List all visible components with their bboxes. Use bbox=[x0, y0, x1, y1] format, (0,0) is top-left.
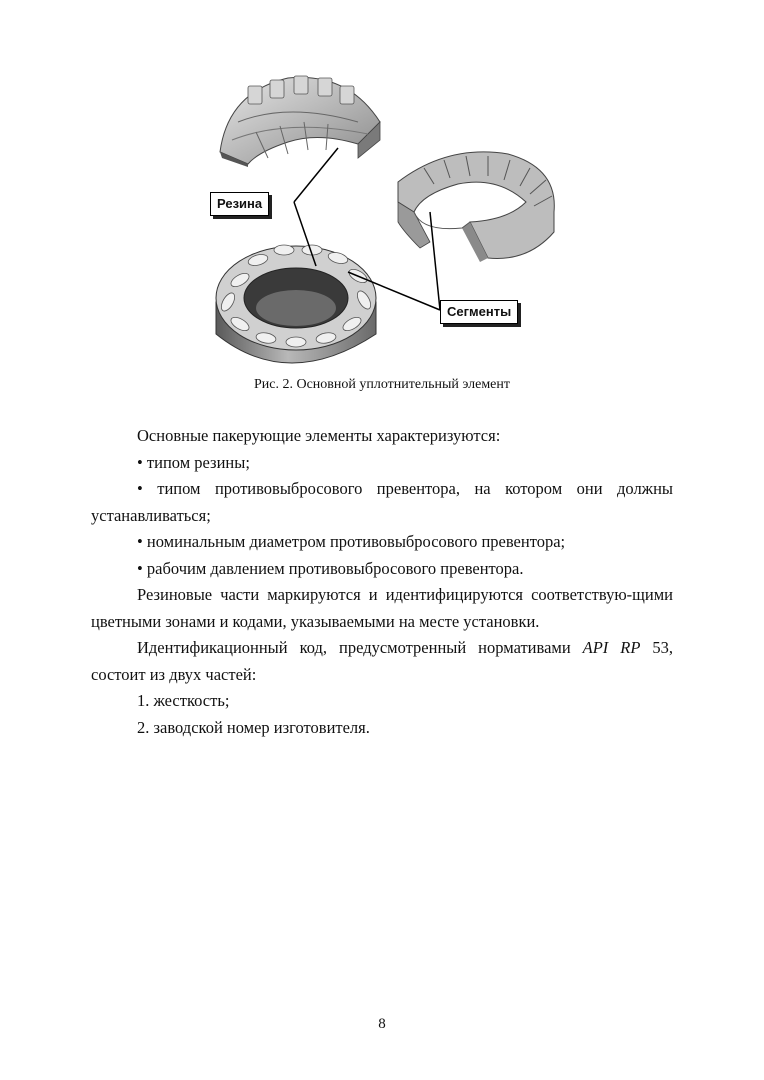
id-code-text: Идентификационный код, предусмотренный нормативами bbox=[137, 638, 583, 657]
id-code-text-end: 53, состоит из двух частей: bbox=[91, 638, 674, 684]
body-text bbox=[91, 423, 673, 741]
figure-packing-element bbox=[208, 72, 560, 376]
rubber-parts-paragraph: Резиновые части маркируются и идентифицируются соответствую-щими цветными зонами и кодами, указываемыми на месте установки. bbox=[91, 585, 673, 631]
intro-paragraph: Основные пакерующие элементы характеризуются: bbox=[137, 426, 501, 445]
numbered-item: 2. заводской номер изготовителя. bbox=[137, 717, 370, 737]
label-segments: Сегменты bbox=[440, 300, 518, 324]
cutaway-segmented-ring bbox=[398, 152, 554, 262]
page-number: 8 bbox=[378, 1016, 386, 1032]
label-rubber: Резина bbox=[210, 192, 269, 216]
bullet-item: • номинальным диаметром противовыбросового превентора; bbox=[137, 532, 566, 551]
id-code-paragraph bbox=[91, 635, 673, 688]
numbered-item: 1. жесткость; bbox=[137, 691, 230, 710]
figure-caption: Рис. 2. Основной уплотнительный элемент bbox=[253, 377, 511, 392]
bullet-item: • рабочим давлением противовыбросового превентора. bbox=[137, 558, 524, 578]
bullet-item: • типом резины; bbox=[137, 452, 250, 472]
bullet-item: • типом противовыбросового превентора, на котором они должны устанавливаться; bbox=[91, 479, 673, 525]
packing-element-illustration bbox=[208, 72, 560, 376]
complete-packing-ring bbox=[216, 245, 376, 363]
cutaway-dome bbox=[220, 76, 380, 167]
standard-name: API RP bbox=[582, 638, 641, 657]
